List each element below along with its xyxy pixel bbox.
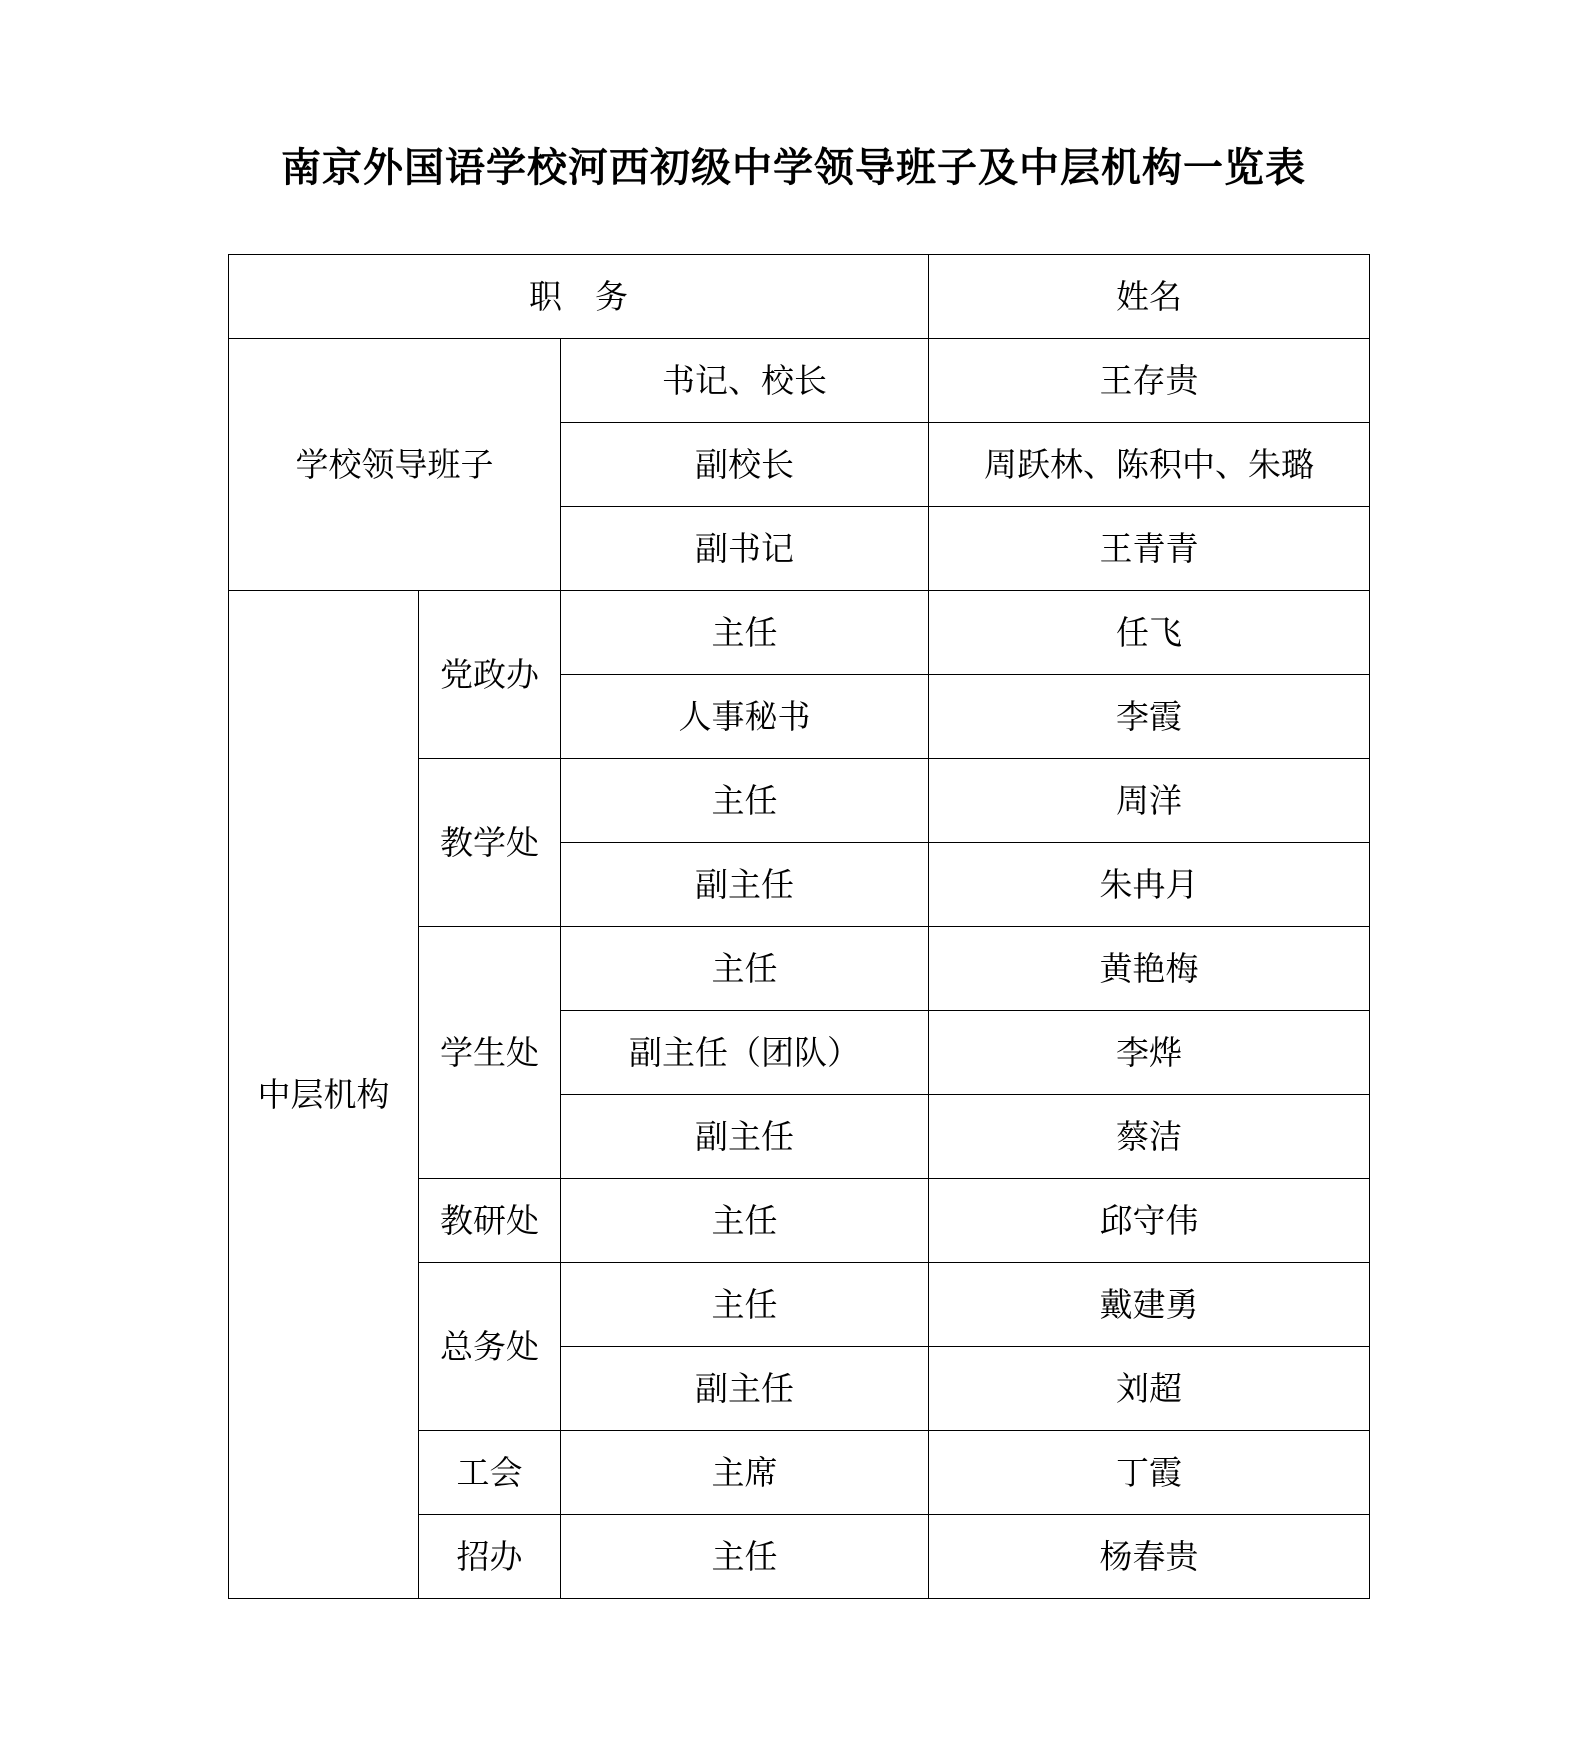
dept-cell: 招办 (419, 1515, 561, 1599)
role-cell: 副校长 (561, 423, 929, 507)
name-cell: 杨春贵 (929, 1515, 1370, 1599)
role-cell: 主任 (561, 1179, 929, 1263)
leadership-table (228, 254, 1370, 1599)
role-cell: 主席 (561, 1431, 929, 1515)
role-cell: 主任 (561, 1515, 929, 1599)
dept-cell: 总务处 (419, 1263, 561, 1431)
dept-cell: 学生处 (419, 927, 561, 1179)
header-name: 姓名 (929, 255, 1370, 339)
role-cell: 副主任 (561, 843, 929, 927)
name-cell: 任飞 (929, 591, 1370, 675)
name-cell: 朱冉月 (929, 843, 1370, 927)
name-cell: 邱守伟 (929, 1179, 1370, 1263)
role-cell: 副主任 (561, 1347, 929, 1431)
name-cell: 李霞 (929, 675, 1370, 759)
role-cell: 副主任 (561, 1095, 929, 1179)
role-cell: 人事秘书 (561, 675, 929, 759)
name-cell: 王存贵 (929, 339, 1370, 423)
table-row (229, 339, 1370, 423)
dept-cell: 党政办 (419, 591, 561, 759)
role-cell: 书记、校长 (561, 339, 929, 423)
name-cell: 丁霞 (929, 1431, 1370, 1515)
table-header-row (229, 255, 1370, 339)
role-cell: 副主任（团队） (561, 1011, 929, 1095)
group-label-middle: 中层机构 (229, 591, 419, 1599)
dept-cell: 教学处 (419, 759, 561, 927)
name-cell: 刘超 (929, 1347, 1370, 1431)
name-cell: 李烨 (929, 1011, 1370, 1095)
name-cell: 周跃林、陈积中、朱璐 (929, 423, 1370, 507)
dept-cell: 工会 (419, 1431, 561, 1515)
role-cell: 主任 (561, 1263, 929, 1347)
name-cell: 周洋 (929, 759, 1370, 843)
name-cell: 戴建勇 (929, 1263, 1370, 1347)
role-cell: 主任 (561, 927, 929, 1011)
role-cell: 主任 (561, 759, 929, 843)
role-cell: 主任 (561, 591, 929, 675)
name-cell: 王青青 (929, 507, 1370, 591)
group-label-leadership: 学校领导班子 (229, 339, 561, 591)
name-cell: 蔡洁 (929, 1095, 1370, 1179)
header-position: 职 务 (229, 255, 929, 339)
page-title: 南京外国语学校河西初级中学领导班子及中层机构一览表 (281, 144, 1306, 191)
table-row (229, 591, 1370, 675)
dept-cell: 教研处 (419, 1179, 561, 1263)
name-cell: 黄艳梅 (929, 927, 1370, 1011)
role-cell: 副书记 (561, 507, 929, 591)
